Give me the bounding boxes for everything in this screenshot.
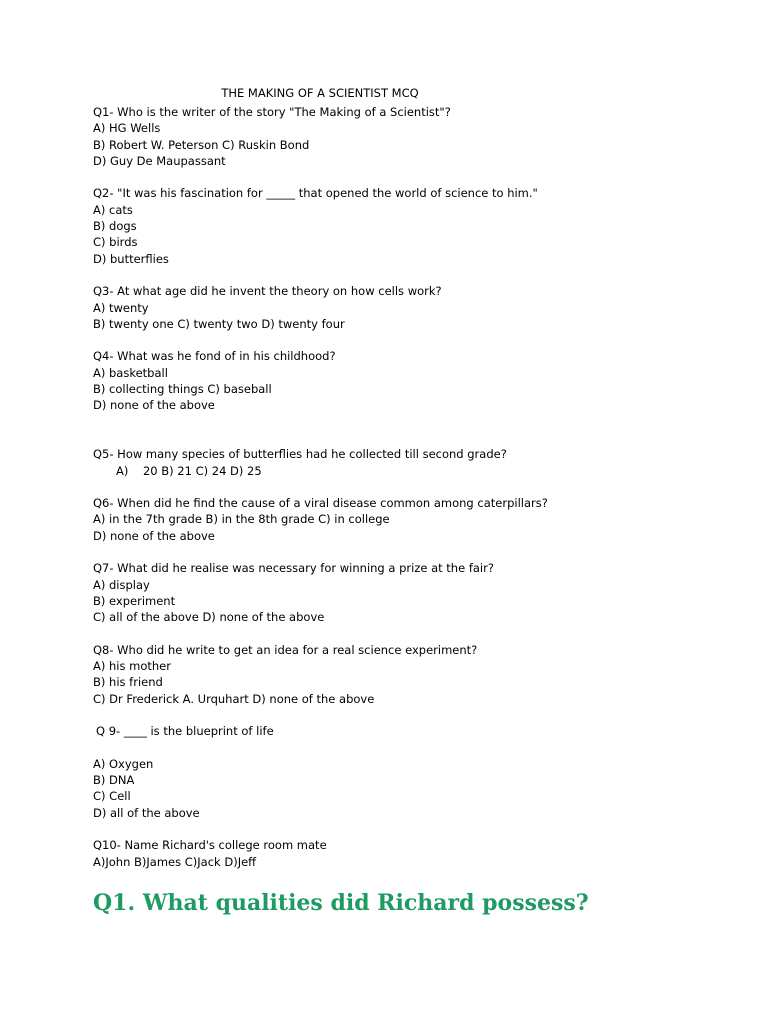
blank-line — [93, 430, 733, 446]
blank-line — [93, 479, 733, 495]
answer-line: D) none of the above — [93, 528, 215, 543]
answer-line: A) cats — [93, 202, 133, 217]
answer-line: B) his friend — [93, 675, 163, 690]
question-line: Q7- What did he realise was necessary for winning a prize at the fair? — [93, 561, 494, 576]
answer-line: C) Cell — [93, 789, 131, 804]
mcq-body — [93, 104, 733, 870]
blank-line — [93, 821, 733, 837]
answer-line: B) twenty one C) twenty two D) twenty four — [93, 316, 345, 331]
blank-line — [93, 267, 733, 283]
answer-line: B) dogs — [93, 219, 137, 234]
blank-line — [93, 332, 733, 348]
answer-line: D) none of the above — [93, 398, 215, 413]
answer-line: B) Robert W. Peterson C) Ruskin Bond — [93, 137, 310, 152]
blank-line — [93, 544, 733, 560]
question-line: Q4- What was he fond of in his childhood? — [93, 349, 336, 364]
question-line: Q6- When did he find the cause of a viral disease common among caterpillars? — [93, 496, 548, 511]
question-line: Q10- Name Richard's college room mate — [93, 838, 327, 853]
answer-line: A) 20 B) 21 C) 24 D) 25 — [116, 463, 262, 478]
answer-line: A) twenty — [93, 300, 149, 315]
blank-line — [93, 707, 733, 723]
blank-line — [93, 414, 733, 430]
answer-line: A) Oxygen — [93, 756, 154, 771]
question-line: Q2- "It was his fascination for _____ that opened the world of science to him." — [93, 186, 538, 201]
question-line: Q 9- ____ is the blueprint of life — [96, 724, 274, 739]
section-heading: Q1. What qualities did Richard possess? — [93, 890, 589, 916]
question-line: Q5- How many species of butterflies had he collected till second grade? — [93, 447, 507, 462]
answer-line: B) experiment — [93, 593, 176, 608]
blank-line — [93, 740, 733, 756]
answer-line: B) DNA — [93, 773, 135, 788]
blank-line — [93, 626, 733, 642]
question-line: Q8- Who did he write to get an idea for a real science experiment? — [93, 642, 478, 657]
answer-line: C) Dr Frederick A. Urquhart D) none of the above — [93, 691, 375, 706]
question-line: Q1- Who is the writer of the story "The Making of a Scientist"? — [93, 105, 451, 119]
answer-line: C) all of the above D) none of the above — [93, 610, 325, 625]
document-title: THE MAKING OF A SCIENTIST MCQ — [221, 86, 419, 100]
answer-line: C) birds — [93, 235, 138, 250]
blank-line — [93, 169, 733, 185]
answer-line: D) butterflies — [93, 251, 169, 266]
answer-line: A)John B)James C)Jack D)Jeff — [93, 854, 257, 869]
answer-line: A) in the 7th grade B) in the 8th grade C) in college — [93, 512, 390, 527]
question-line: Q3- At what age did he invent the theory on how cells work? — [93, 284, 442, 299]
answer-line: A) display — [93, 577, 150, 592]
answer-line: A) HG Wells — [93, 121, 161, 136]
answer-line: D) Guy De Maupassant — [93, 153, 226, 168]
answer-line: D) all of the above — [93, 805, 200, 820]
answer-line: B) collecting things C) baseball — [93, 382, 272, 397]
answer-line: A) his mother — [93, 659, 171, 674]
answer-line: A) basketball — [93, 365, 168, 380]
